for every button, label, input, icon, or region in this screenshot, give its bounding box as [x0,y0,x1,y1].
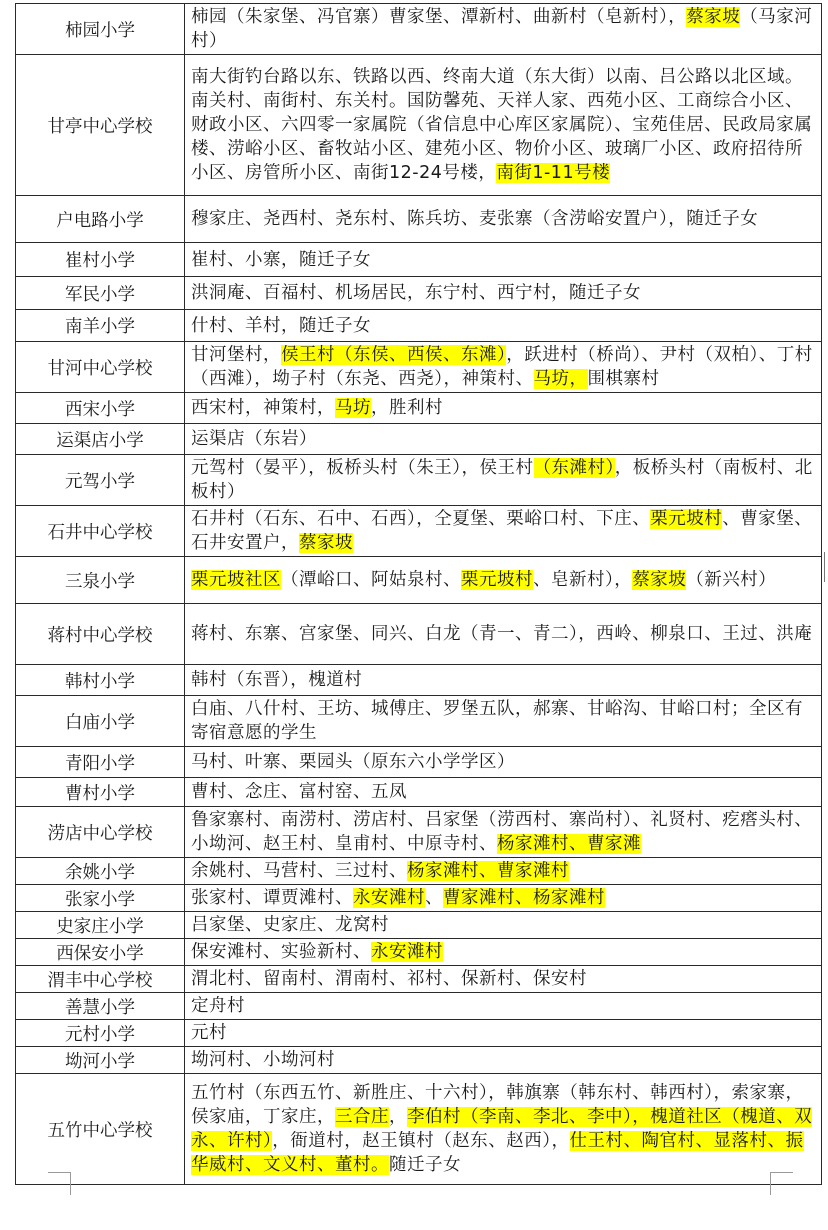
table-row [16,4,822,55]
table-row [16,696,822,747]
enrollment-area-cell [185,277,822,310]
school-name-cell: 三泉小学 [16,557,185,604]
enrollment-area-cell [185,604,822,665]
area-text: 西宋村，神策村， [191,398,335,418]
enrollment-area-cell [185,966,822,993]
enrollment-area-cell [185,424,822,455]
enrollment-area-cell [185,393,822,424]
school-name-cell: 五竹中心学校 [16,1074,185,1185]
enrollment-area-cell [185,310,822,342]
table-row [16,747,822,778]
highlighted-area-text: 杨家滩村、曹家滩 [497,834,641,854]
table-row [16,993,822,1020]
area-text: （新兴村） [686,570,777,590]
table-row [16,310,822,342]
table-row [16,455,822,506]
school-name-cell: 西宋小学 [16,393,185,424]
area-text: 、曹家堡、石井安置户， [191,509,813,553]
page-edge-mark [824,552,825,582]
enrollment-area-cell [185,807,822,858]
enrollment-area-cell [185,1020,822,1047]
area-text: 韩村（东晋），槐道村 [191,670,363,690]
area-text: 、皂新村）， [533,570,633,590]
highlighted-area-text: 马坊， [533,369,588,389]
school-name-cell: 青阳小学 [16,747,185,778]
area-text: 渭北村、留南村、渭南村、祁村、保新村、保安村 [191,969,587,989]
highlighted-area-text: 栗元坡村 [461,570,533,590]
area-text: 坳河村、小坳河村 [191,1050,335,1070]
area-text: 石井村（石东、石中、石西），仝夏堡、栗峪口村、下庄、 [191,509,651,529]
enrollment-area-cell [185,4,822,55]
school-name-cell: 蒋村中心学校 [16,604,185,665]
school-name-cell: 军民小学 [16,277,185,310]
table-row [16,243,822,277]
area-text: 定舟村 [191,996,245,1016]
area-text: 五竹村（东西五竹、新胜庄、十六村），韩旗寨（韩东村、韩西村），索家寨，侯家庙，丁家庄， [191,1083,804,1127]
table-row [16,196,822,243]
highlighted-area-text: 栗元坡村 [650,509,723,529]
area-text: ，衙道村，赵王镇村（赵东、赵西）， [272,1131,570,1151]
highlighted-area-text: 李伯村（李南、李北、李中），槐道社区（槐道、双永、许村） [191,1107,813,1151]
school-name-cell: 曹村小学 [16,778,185,807]
area-text: ， [389,1107,407,1127]
school-name-cell: 渭丰中心学校 [16,966,185,993]
enrollment-area-cell [185,196,822,243]
area-text: 张家村、谭贾滩村、 [191,888,353,908]
enrollment-area-cell [185,1047,822,1074]
table-row [16,393,822,424]
highlighted-area-text: （东滩村） [533,458,615,478]
area-text: 曹村、念庄、富村窑、五凤 [191,782,407,802]
school-name-cell: 元村小学 [16,1020,185,1047]
highlighted-area-text: 永安滩村 [353,888,425,908]
school-name-cell: 史家庄小学 [16,912,185,939]
highlighted-area-text: 杨家滩村、曹家滩村 [407,861,569,881]
table-row [16,665,822,696]
school-name-cell: 崔村小学 [16,243,185,277]
table-row [16,858,822,885]
area-text: 马村、叶寨、栗园头（原东六小学学区） [191,752,515,772]
enrollment-area-cell [185,696,822,747]
area-text: 白庙、八什村、王坊、城傅庄、罗堡五队，郝寨、甘峪沟、甘峪口村；全区有寄宿意愿的学生 [191,699,803,743]
table-row [16,885,822,912]
area-text: （马家河村） [191,7,813,51]
area-text: 围棋寨村 [587,369,660,389]
highlighted-area-text: 蔡家坡 [686,7,741,27]
area-text: （潭峪口、阿姑泉村、 [281,570,461,590]
table-row [16,807,822,858]
table-row [16,939,822,966]
area-text: 随迁子女 [389,1155,461,1175]
highlighted-area-text: 栗元坡社区 [191,570,281,590]
table-row [16,506,822,557]
table-row [16,557,822,604]
enrollment-area-cell [185,665,822,696]
area-text: 洪洞庵、百福村、机场居民，东宁村、西宁村，随迁子女 [191,283,641,303]
area-text: 蒋村、东寨、宫家堡、同兴、白龙（青一、青二），西岭、柳泉口、王过、洪庵 [191,624,813,644]
table-row [16,778,822,807]
highlighted-area-text: 侯王村（东侯、西侯、东滩） [281,345,507,365]
area-text: 、 [425,888,443,908]
highlighted-area-text: 三合庄 [335,1107,389,1127]
area-text: 柿园（朱家堡、冯官寨）曹家堡、潭新村、曲新村（皂新村）， [191,7,687,27]
table-row [16,424,822,455]
enrollment-area-cell [185,557,822,604]
area-text: 南大街钓台路以东、铁路以西、终南大道（东大街）以南、吕公路以北区域。南关村、南街村、东关村。国防馨苑、天祥人家、西苑小区、工商综合小区、财政小区、六四零一家属院（省信息中心库区家属院）、宝苑佳居、民政局家属楼、涝峪小区、畜牧站小区、建苑小区、物价小区、玻璃厂小区、政府招待所小区、房管所小区、南街12-24号楼， [191,67,813,183]
highlighted-area-text: 永安滩村 [371,942,443,962]
enrollment-area-cell [185,912,822,939]
school-name-cell: 涝店中心学校 [16,807,185,858]
school-name-cell: 运渠店小学 [16,424,185,455]
school-name-cell: 余姚小学 [16,858,185,885]
table-row [16,1020,822,1047]
area-text: ，板桥头村（南板村、北板村） [191,458,813,502]
school-name-cell: 西保安小学 [16,939,185,966]
school-name-cell: 甘亭中心学校 [16,55,185,196]
school-name-cell: 户电路小学 [16,196,185,243]
table-row [16,604,822,665]
enrollment-area-cell [185,455,822,506]
table-body [16,4,822,1185]
enrollment-area-cell [185,243,822,277]
area-text: 什村、羊村，随迁子女 [191,315,371,336]
table-row [16,1074,822,1185]
school-name-cell: 元驾小学 [16,455,185,506]
table-row [16,966,822,993]
enrollment-area-cell [185,885,822,912]
highlighted-area-text: 马坊 [335,398,371,418]
table-row [16,1047,822,1074]
enrollment-area-cell [185,1074,822,1185]
enrollment-area-cell [185,506,822,557]
enrollment-area-cell [185,55,822,196]
table-row [16,277,822,310]
enrollment-area-cell [185,939,822,966]
area-text: 元驾村（晏平），板桥头村（朱王），侯王村 [191,458,534,478]
school-district-table [15,3,822,1185]
school-name-cell: 张家小学 [16,885,185,912]
area-text: 元村 [191,1023,227,1043]
school-name-cell: 石井中心学校 [16,506,185,557]
table-row [16,55,822,196]
enrollment-area-cell [185,993,822,1020]
area-text: ，胜利村 [371,398,443,418]
highlighted-area-text: 蔡家坡 [299,533,353,553]
area-text: 崔村、小寨，随迁子女 [191,249,371,270]
school-name-cell: 南羊小学 [16,310,185,342]
table-row [16,912,822,939]
area-text: 吕家堡、史家庄、龙窝村 [191,915,389,935]
area-text: 甘河堡村， [191,345,281,365]
enrollment-area-cell [185,778,822,807]
area-text: ，跃进村（桥尚）、尹村（双柏）、丁村（西滩），坳子村（东尧、西尧），神策村、 [191,345,813,389]
highlighted-area-text: 蔡家坡 [632,570,687,590]
school-name-cell: 善慧小学 [16,993,185,1020]
school-name-cell: 甘河中心学校 [16,342,185,393]
area-text: 运渠店（东岩） [191,429,317,449]
page-corner-mark-left [48,1172,71,1195]
enrollment-area-cell [185,858,822,885]
enrollment-area-cell [185,747,822,778]
page-corner-mark-right [770,1172,793,1195]
enrollment-area-cell [185,342,822,393]
highlighted-area-text: 仕王村、陶官村、显落村、振华威村、文义村、董村。 [191,1131,804,1175]
area-text: 鲁家寨村、南涝村、涝店村、吕家堡（涝西村、寨尚村）、礼贤村、疙瘩头村、小坳河、赵王村、皇甫村、中原寺村、 [191,810,813,854]
area-text: 穆家庄、尧西村、尧东村、陈兵坊、麦张寨（含涝峪安置户），随迁子女 [191,209,759,229]
school-name-cell: 白庙小学 [16,696,185,747]
table-row [16,342,822,393]
highlighted-area-text: 曹家滩村、杨家滩村 [443,888,605,908]
school-name-cell: 柿园小学 [16,4,185,55]
school-name-cell: 韩村小学 [16,665,185,696]
area-text: 保安滩村、实验新村、 [191,942,371,962]
school-name-cell: 坳河小学 [16,1047,185,1074]
area-text: 余姚村、马营村、三过村、 [191,861,407,881]
highlighted-area-text: 南街1-11号楼 [496,163,611,183]
